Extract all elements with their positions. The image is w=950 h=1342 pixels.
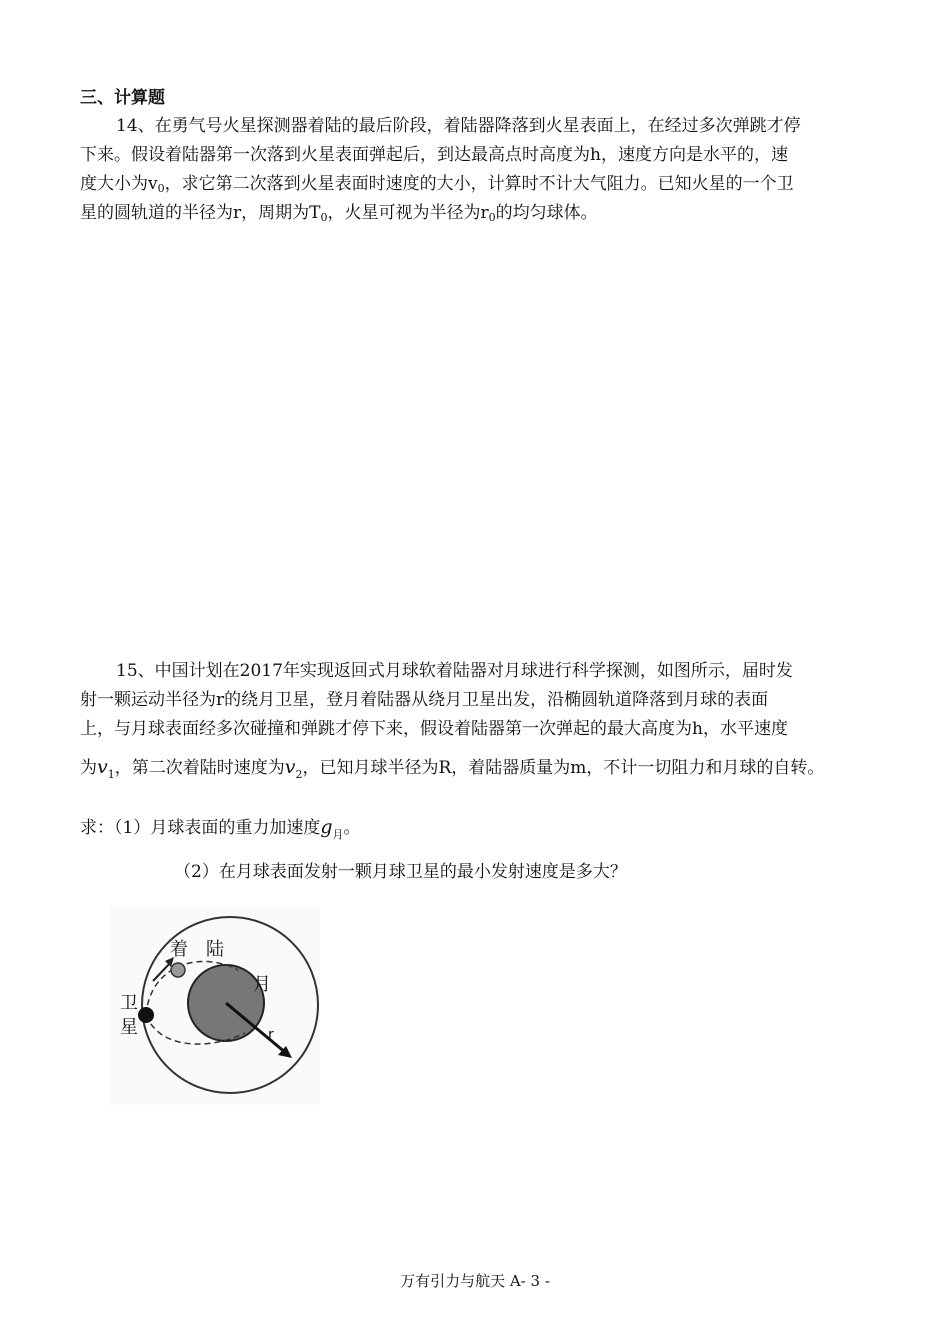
q15-line-2: 射一颗运动半径为r的绕月卫星，登月着陆器从绕月卫星出发，沿椭圆轨道降落到月球的表面 xyxy=(80,690,769,710)
orbit-diagram xyxy=(110,905,320,1105)
q15-ask-2: （2）在月球表面发射一颗月球卫星的最小发射速度是多大？ xyxy=(174,862,627,882)
q15-line-3: 上，与月球表面经多次碰撞和弹跳才停下来，假设着陆器第一次弹起的最大高度为h，水平速度 xyxy=(80,719,788,739)
page-footer: 万有引力与航天 A- 3 - xyxy=(400,1272,550,1290)
lander-icon xyxy=(171,963,185,977)
label-radius: r xyxy=(268,1027,274,1043)
q15-line-4: 为$v_1$，第二次着陆时速度为$v_2$，已知月球半径为R，着陆器质量为m，不计一切阻力和月球的自转。 xyxy=(80,756,825,781)
q15-ask-1: 求：（1）月球表面的重力加速度$g_月$。 xyxy=(80,816,361,841)
g-moon-symbol: $g_月$ xyxy=(320,816,344,841)
q14-line-1: 14、在勇气号火星探测器着陆的最后阶段，着陆器降落到火星表面上，在经过多次弹跳才停 xyxy=(116,116,801,136)
label-satellite-2: 星 xyxy=(120,1017,138,1038)
v2-symbol: $v_2$ xyxy=(284,756,303,781)
q15-line-1: 15、中国计划在2017年实现返回式月球软着陆器对月球进行科学探测，如图所示，届时发 xyxy=(116,661,793,681)
label-lander-2: 陆 xyxy=(206,939,224,960)
section-heading: 三、计算题 xyxy=(80,88,165,108)
q14-line-3: 度大小为$v_0$，求它第二次落到火星表面时速度的大小，计算时不计大气阻力。已知火星的一个卫 xyxy=(80,174,794,195)
satellite-icon xyxy=(138,1007,154,1023)
v1-symbol: $v_1$ xyxy=(97,756,115,781)
label-satellite-1: 卫 xyxy=(120,993,138,1014)
q14-line-2: 下来。假设着陆器第一次落到火星表面弹起后，到达最高点时高度为h，速度方向是水平的，速 xyxy=(80,145,788,165)
label-moon: 月 xyxy=(253,974,271,995)
label-lander-1: 着 xyxy=(170,939,188,960)
q14-line-4: 星的圆轨道的半径为r，周期为$T_0$，火星可视为半径为$r_0$的均匀球体。 xyxy=(80,203,598,224)
